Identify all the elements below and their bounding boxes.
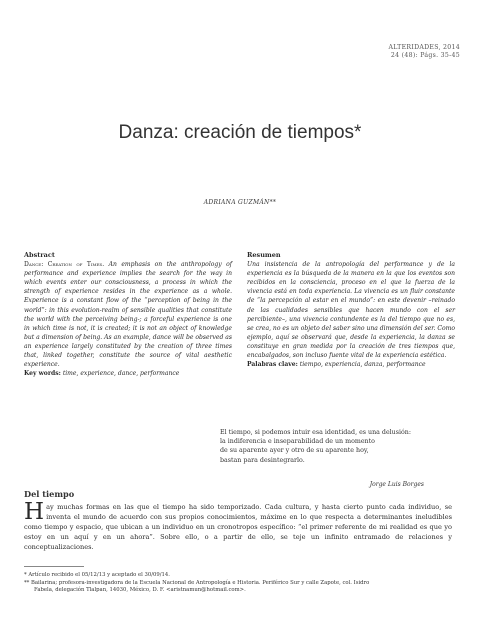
abstract-body — [24, 260, 232, 369]
footnote-2: ** Bailarina; profesora-investigadora de la Escuela Nacional de Antropología e Historia. Periférico Sur y calle Zapote, col. Isidro — [24, 579, 370, 586]
epigraph-line: bastan para desintegrarlo. — [220, 456, 305, 464]
body-paragraph — [24, 499, 452, 552]
abstract-title: Dance: Creation of Times. — [24, 261, 105, 269]
resumen-text: Una insistencia de la antropología del performance y de la experiencia es la búsqueda de la manera en la que los eventos son recibidos en la consciencia, proceso en el que la fuerza de la vivencia está en toda experiencia. La vivencia es un fluir constante de “la percepción al estar en el mundo”: en este devenir –reinado de las cualidades sensibles que hacen mundo con el ser percibiente–, una vivencia contundente es la del tiempo que no es, se crea, no es un objeto del saber sino una dimensión del ser. Como ejemplo, aquí se observará que, desde la experiencia, la danza se constituye en gran medida por la creación de tres tiempos que, encabalgados, son incluso fuente vital de la experiencia estética. — [247, 261, 455, 360]
abstract-heading: Abstract — [24, 251, 55, 259]
journal-issue: 24 (48): Págs. 35-45 — [390, 52, 460, 59]
resumen-column — [247, 251, 455, 369]
resumen-heading: Resumen — [247, 251, 281, 259]
epigraph — [220, 428, 411, 465]
palabras-clave-text: tiempo, experiencia, danza, performance — [297, 361, 426, 369]
footnotes — [24, 572, 454, 595]
epigraph-line: El tiempo, si podemos intuir esa identidad, es una delusión: — [220, 429, 411, 436]
section-heading: Del tiempo — [24, 489, 75, 499]
body-text: ay muchas formas en las que el tiempo ha sido temporizado. Cada cultura, y hasta cierto punto cada individuo, se inventa el mundo de acuerdo con sus propios conocimientos, máxime en lo que respecta a determinantes ineludibles como tiempo y espacio, que ubican a un individuo en un cronotropos específico: “el primer referente de mi realidad es que yo estoy en un aquí y en un ahora”. Sobre ello, o a partir de ello, se teje un infinito entramado de relaciones y conceptualizaciones. — [24, 503, 452, 551]
epigraph-author: Jorge Luis Borges — [369, 481, 424, 488]
footnote-2-continued: Fabela, delegación Tlalpan, 14030, México, D. F. <aristnamun@hotmail.com>. — [34, 587, 246, 594]
epigraph-line: de su aparente ayer y otro de su aparente hoy, — [220, 447, 369, 455]
journal-reference — [388, 44, 460, 60]
palabras-clave-label: Palabras clave: — [247, 361, 298, 369]
footnote-rule — [24, 566, 84, 567]
keywords-text: time, experience, dance, performance — [60, 370, 180, 378]
epigraph-line: la indiferencia e inseparabilidad de un momento — [220, 438, 375, 446]
keywords-label: Key words: — [24, 370, 61, 378]
journal-name: ALTERIDADES, 2014 — [388, 44, 460, 51]
article-author: ADRIANA GUZMÁN** — [203, 199, 277, 206]
drop-cap: H — [24, 499, 45, 525]
abstract-keywords — [24, 369, 232, 378]
footnote-1: * Artículo recibido el 05/12/13 y aceptado el 30/09/14. — [24, 572, 170, 578]
resumen-keywords — [247, 360, 455, 369]
article-title: Danza: creación de tiempos* — [118, 122, 362, 143]
abstract-column — [24, 251, 232, 378]
abstract-text: An emphasis on the anthropology of performance and experience implies the search for the way in which events enter our consciousness, a process in which the strength of experience resides in the experience as a whole. Experience is a constant flow of the “perception of being in the world”: in this evolution-realm of sensible qualities that constitute the world with the perceiving being-; a forceful experience is one in which time is not, it is created; it is not an object of knowledge but a dimension of being. As an example, dance will be observed as an experience largely constituted by the creation of three times that, linked together, constitute the source of vital aesthetic experience. — [24, 261, 233, 369]
